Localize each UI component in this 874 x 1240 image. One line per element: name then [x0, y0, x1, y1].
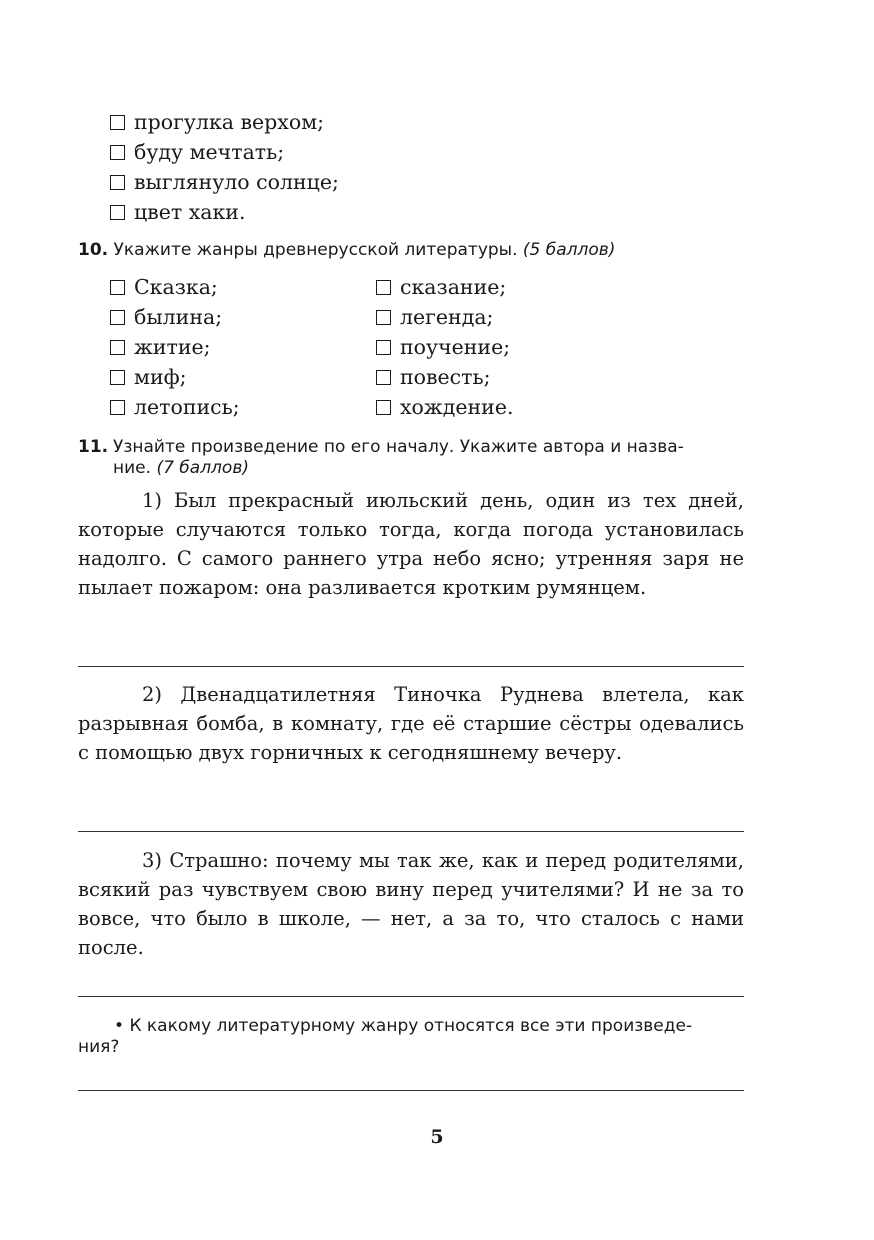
- checkbox[interactable]: [110, 280, 125, 295]
- bullet-icon: •: [114, 1016, 125, 1036]
- question-11-text: [113, 437, 745, 479]
- question-number: 10.: [78, 240, 109, 260]
- question-points: (7 баллов): [156, 458, 249, 478]
- answer-line-1[interactable]: [78, 666, 744, 667]
- option-item[interactable]: [376, 333, 510, 361]
- checkbox[interactable]: [110, 310, 125, 325]
- option-label: хождение.: [400, 395, 514, 419]
- page-number: 5: [430, 1126, 444, 1148]
- option-item[interactable]: [110, 273, 218, 301]
- checkbox[interactable]: [376, 400, 391, 415]
- final-question-text: К какому литературному жанру относятся все эти произведе-: [129, 1016, 693, 1036]
- option-item[interactable]: [376, 273, 506, 301]
- option-label: сказание;: [400, 275, 507, 299]
- passage-1: 1) Был прекрасный июльский день, один из тех дней, которые случаются только тогда, когда погода установилась надолго. С самого раннего утра небо ясно; утренняя заря не пылает пожаром: она разливается кротким румянцем.: [78, 489, 744, 599]
- checkbox[interactable]: [376, 280, 391, 295]
- option-item[interactable]: [110, 168, 339, 196]
- checkbox[interactable]: [376, 340, 391, 355]
- option-item[interactable]: [376, 393, 514, 421]
- option-label: прогулка верхом;: [134, 110, 325, 134]
- checkbox[interactable]: [110, 115, 125, 130]
- option-label: выглянуло солнце;: [134, 170, 339, 194]
- option-label: миф;: [134, 365, 187, 389]
- option-label: житие;: [134, 335, 211, 359]
- option-item[interactable]: [110, 333, 211, 361]
- option-item[interactable]: [110, 303, 222, 331]
- checkbox[interactable]: [110, 175, 125, 190]
- option-item[interactable]: [110, 138, 284, 166]
- final-question-line-2: ния?: [78, 1037, 120, 1057]
- question-11-heading: [78, 437, 108, 457]
- checkbox[interactable]: [110, 205, 125, 220]
- question-text: Укажите жанры древнерусской литературы.: [113, 240, 518, 260]
- option-item[interactable]: [376, 363, 491, 391]
- question-text-line-2: [113, 458, 745, 479]
- checkbox[interactable]: [110, 400, 125, 415]
- option-label: Сказка;: [134, 275, 218, 299]
- option-label: буду мечтать;: [134, 140, 285, 164]
- option-item[interactable]: [110, 108, 324, 136]
- option-label: повесть;: [400, 365, 491, 389]
- checkbox[interactable]: [376, 310, 391, 325]
- option-item[interactable]: [110, 393, 240, 421]
- question-text-end: ние.: [113, 458, 152, 478]
- final-question: [114, 1016, 744, 1037]
- passage-2: 2) Двенадцатилетняя Тиночка Руднева влетела, как разрывная бомба, в комнату, где её старшие сёстры одевались с помощью двух горничных к сегодняшнему вечеру.: [78, 683, 744, 764]
- checkbox[interactable]: [110, 340, 125, 355]
- passage-3: 3) Страшно: почему мы так же, как и перед родителями, всякий раз чувствуем свою вину перед учителями? И не за то вовсе, что было в школе, — нет, а за то, что сталось с нами после.: [78, 849, 744, 959]
- option-label: легенда;: [400, 305, 494, 329]
- question-10-heading: [78, 240, 615, 260]
- checkbox[interactable]: [376, 370, 391, 385]
- question-points: (5 баллов): [522, 240, 616, 260]
- question-text-line: Узнайте произведение по его началу. Укажите автора и назва-: [113, 437, 684, 457]
- final-question-line: [114, 1016, 744, 1037]
- option-item[interactable]: [376, 303, 493, 331]
- option-item[interactable]: [110, 363, 187, 391]
- option-label: поучение;: [400, 335, 511, 359]
- option-label: былина;: [134, 305, 223, 329]
- option-label: летопись;: [134, 395, 240, 419]
- checkbox[interactable]: [110, 145, 125, 160]
- checkbox[interactable]: [110, 370, 125, 385]
- answer-line-4[interactable]: [78, 1090, 744, 1091]
- answer-line-2[interactable]: [78, 831, 744, 832]
- option-label: цвет хаки.: [134, 200, 246, 224]
- answer-line-3[interactable]: [78, 996, 744, 997]
- option-item[interactable]: [110, 198, 246, 226]
- question-number: 11.: [78, 437, 109, 457]
